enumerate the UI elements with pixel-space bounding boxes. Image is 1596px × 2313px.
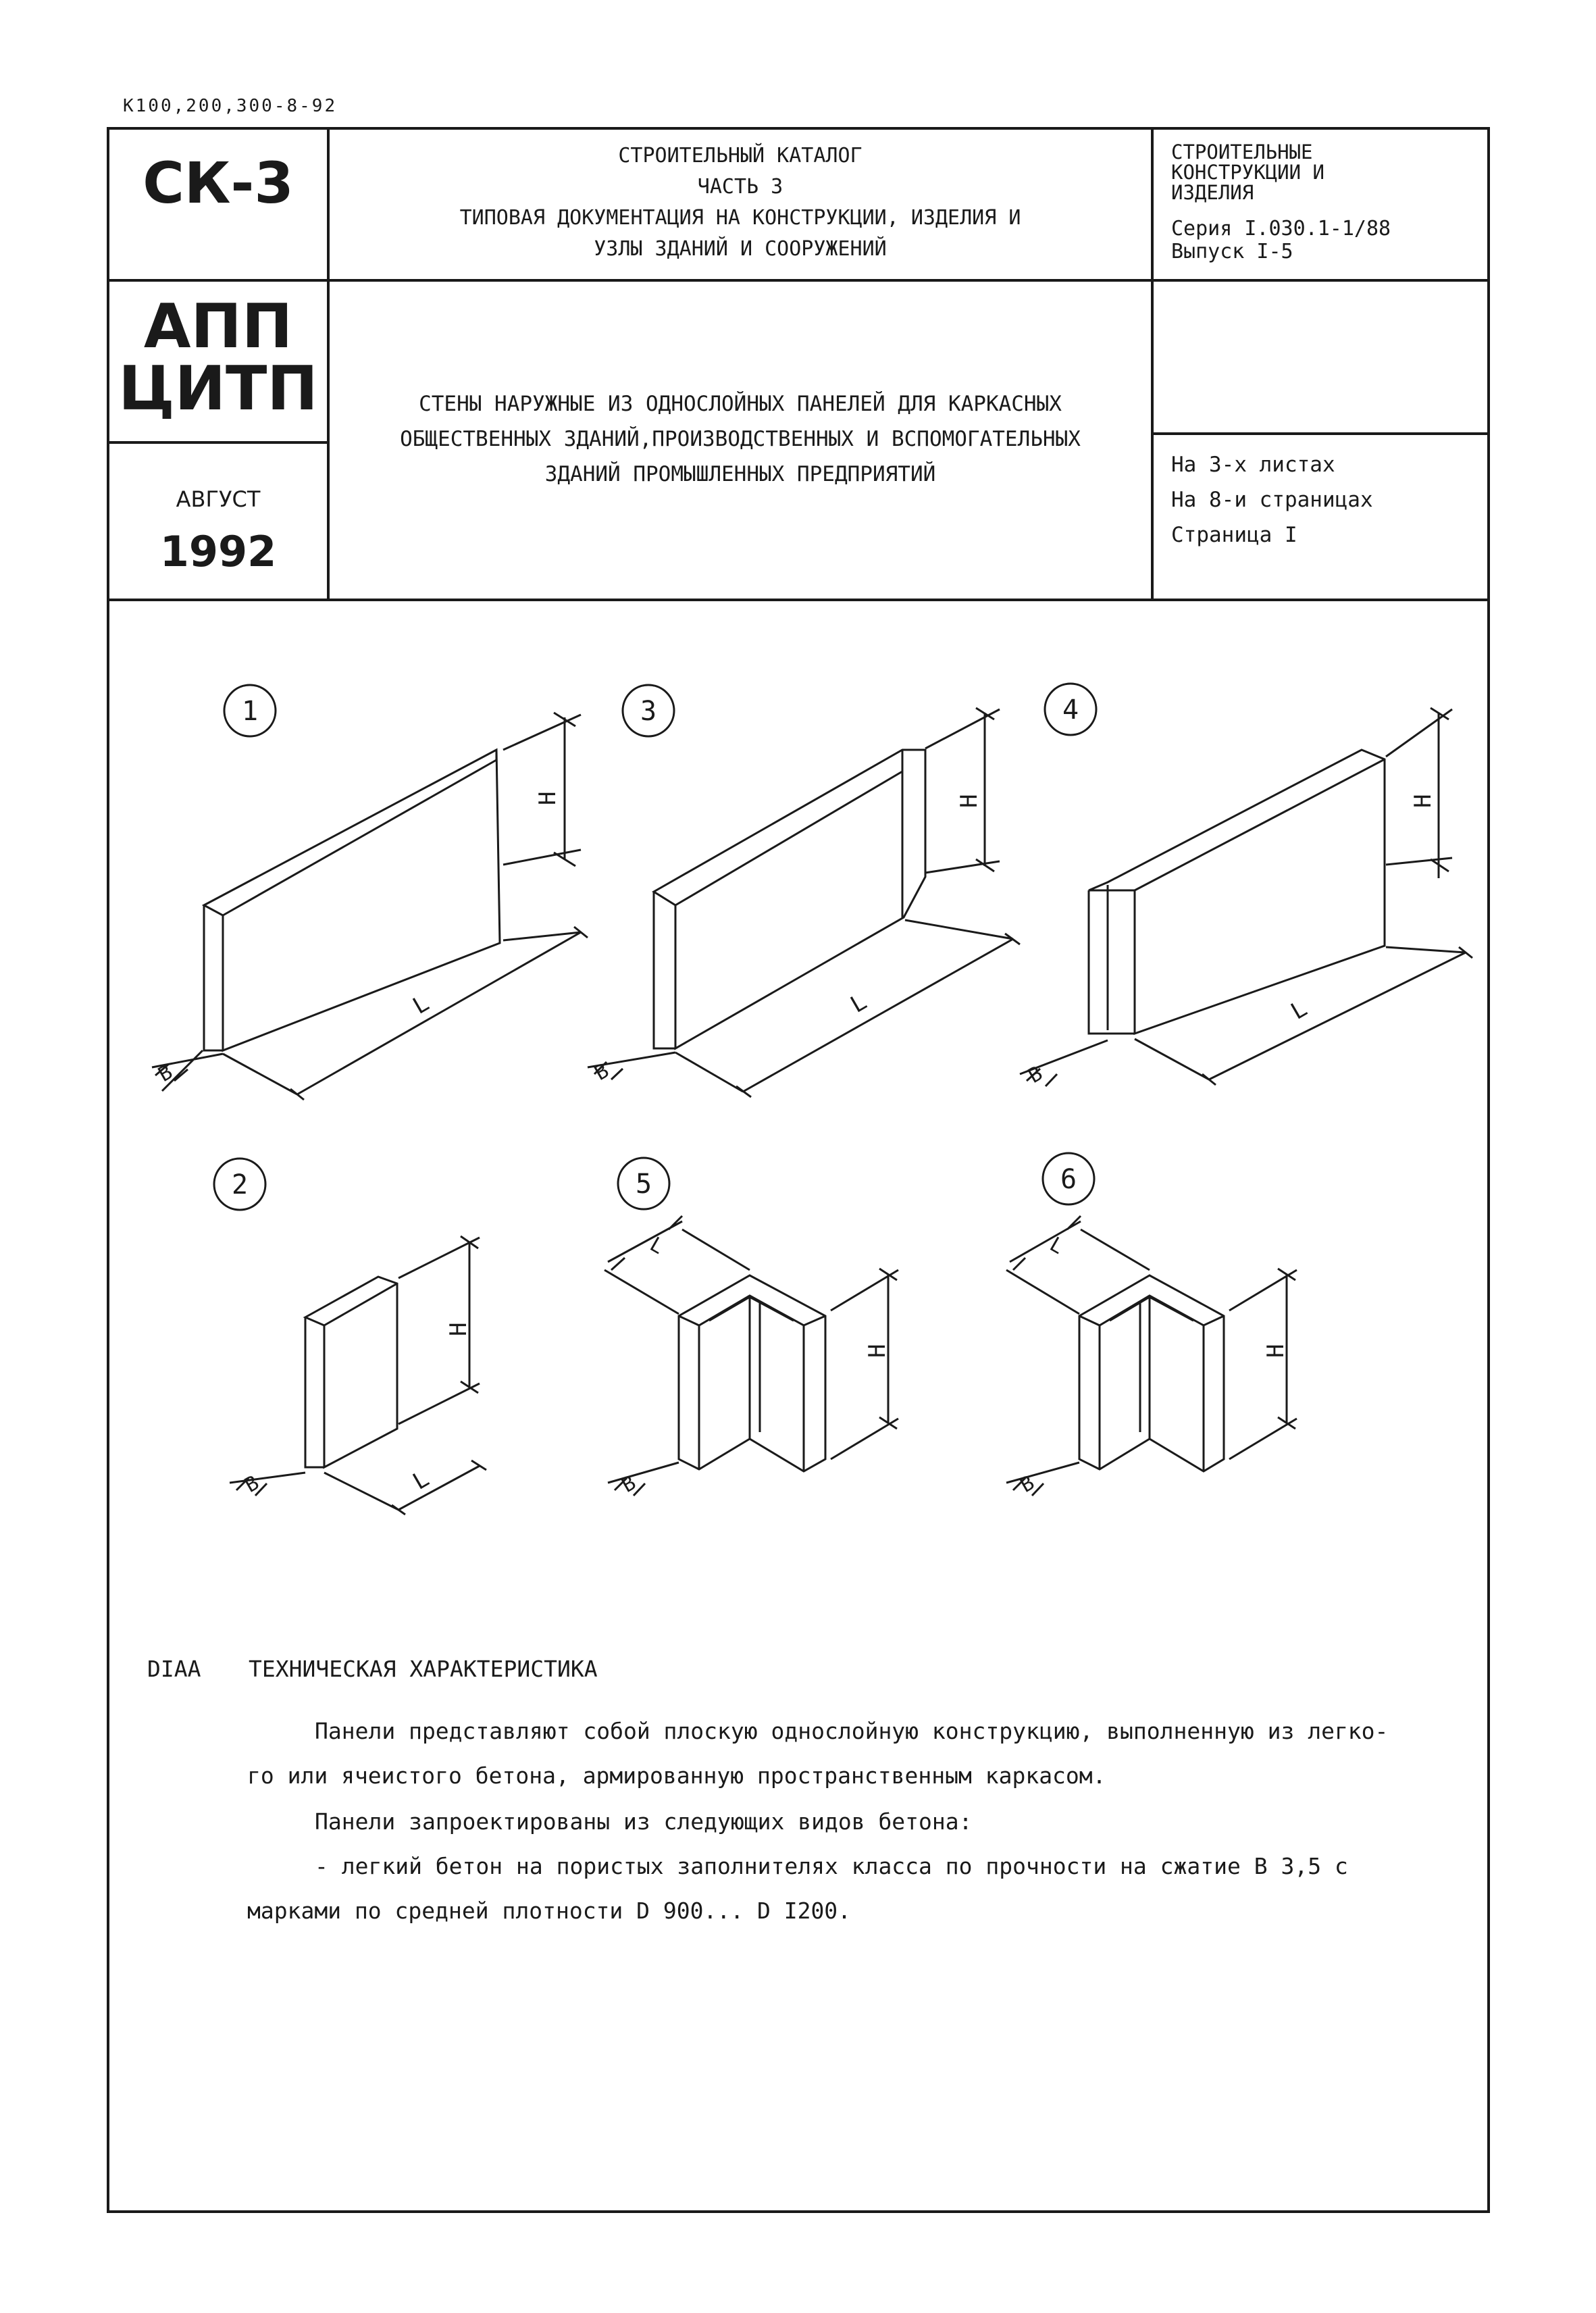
section-line: ИЗДЕЛИЯ: [1171, 181, 1254, 204]
publisher-logo-line2: ЦИТП: [118, 353, 318, 424]
subject-line: ЗДАНИЙ ПРОМЫШЛЕННЫХ ПРЕДПРИЯТИЙ: [544, 462, 936, 486]
figure-number: 6: [1060, 1164, 1077, 1195]
figure-2: [214, 1159, 486, 1515]
figure-5: [604, 1158, 898, 1498]
publication-month: АВГУСТ: [176, 486, 261, 512]
dimension-h: H: [956, 794, 983, 808]
dimension-lines: [588, 708, 1020, 1097]
figure-number: 5: [635, 1169, 652, 1200]
figure-number: 2: [231, 1169, 249, 1200]
figure-6: [1006, 1153, 1297, 1498]
page-number: Страница I: [1171, 523, 1297, 547]
dimension-b: B: [617, 1471, 640, 1498]
section-line: КОНСТРУКЦИИ И: [1171, 161, 1324, 184]
section-code: DIAA: [147, 1656, 201, 1682]
dimension-lines: [604, 1216, 898, 1496]
series-number: Серия I.030.1-1/88: [1171, 217, 1391, 240]
catalog-logo: СК-3: [143, 150, 294, 216]
section-heading: ТЕХНИЧЕСКАЯ ХАРАКТЕРИСТИКА: [249, 1656, 598, 1682]
figure-3: [588, 685, 1020, 1097]
panel-outline: [654, 750, 925, 1048]
dimension-l: L: [1286, 994, 1312, 1025]
dimension-b: B: [590, 1059, 613, 1086]
subject-line: ОБЩЕСТВЕННЫХ ЗДАНИЙ,ПРОИЗВОДСТВЕННЫХ И ВСПОМОГАТЕЛЬНЫХ: [400, 427, 1081, 451]
dimension-h: H: [1262, 1344, 1289, 1358]
dimension-h: H: [1410, 794, 1437, 808]
dimension-h: H: [534, 791, 561, 805]
panel-outline: [204, 750, 500, 1050]
panel-outline: [1089, 750, 1385, 1034]
dimension-b: B: [240, 1471, 263, 1498]
dimension-b: B: [1024, 1061, 1047, 1088]
dimension-h: H: [864, 1344, 891, 1358]
document-code: К100,200,300-8-92: [123, 96, 338, 116]
dimension-l: L: [1046, 1232, 1069, 1259]
paragraph-2: Панели запроектированы из следующих видов бетона:: [315, 1808, 973, 1835]
paragraph-1-line-1: Панели представляют собой плоскую однослойную конструкцию, выполненную из легко-: [315, 1718, 1389, 1744]
panel-outline: [679, 1275, 825, 1471]
title-line: УЗЛЫ ЗДАНИЙ И СООРУЖЕНИЙ: [594, 237, 887, 261]
issue-number: Выпуск I-5: [1171, 240, 1293, 263]
dimension-l: L: [408, 1465, 434, 1496]
publisher-logo-line1: АПП: [143, 291, 293, 362]
figure-number: 1: [241, 696, 259, 727]
dimension-b: B: [1016, 1471, 1039, 1498]
title-line: ТИПОВАЯ ДОКУМЕНТАЦИЯ НА КОНСТРУКЦИИ, ИЗДЕЛИЯ И: [459, 206, 1021, 230]
page-count: На 8-и страницах: [1171, 488, 1373, 512]
dimension-l: L: [408, 989, 434, 1020]
subject-line: СТЕНЫ НАРУЖНЫЕ ИЗ ОДНОСЛОЙНЫХ ПАНЕЛЕЙ ДЛЯ КАРКАСНЫХ: [419, 392, 1062, 416]
dimension-l: L: [846, 988, 872, 1019]
figure-number: 3: [640, 696, 657, 727]
dimension-h: H: [445, 1322, 472, 1336]
figure-1: [152, 685, 588, 1100]
dimension-lines: [152, 713, 588, 1100]
dimension-l: L: [646, 1232, 669, 1259]
publication-year: 1992: [159, 527, 277, 576]
paragraph-3-line-2: марками по средней плотности D 900... D I200.: [247, 1898, 852, 1924]
title-line: СТРОИТЕЛЬНЫЙ КАТАЛОГ: [618, 144, 863, 168]
dimension-b: B: [154, 1060, 177, 1087]
figure-number: 4: [1062, 694, 1079, 726]
paragraph-3-line-1: - легкий бетон на пористых заполнителях класса по прочности на сжатие В 3,5 с: [315, 1853, 1348, 1879]
panel-outline: [305, 1277, 397, 1467]
figure-4: [1020, 684, 1472, 1088]
dimension-lines: [1006, 1216, 1297, 1496]
panel-outline: [1079, 1275, 1224, 1471]
section-line: СТРОИТЕЛЬНЫЕ: [1171, 141, 1313, 163]
title-line: ЧАСТЬ 3: [697, 175, 783, 199]
dimension-lines: [230, 1236, 486, 1515]
paragraph-1-line-2: го или ячеистого бетона, армированную пространственным каркасом.: [247, 1762, 1106, 1789]
sheet-count: На 3-х листах: [1171, 453, 1335, 477]
